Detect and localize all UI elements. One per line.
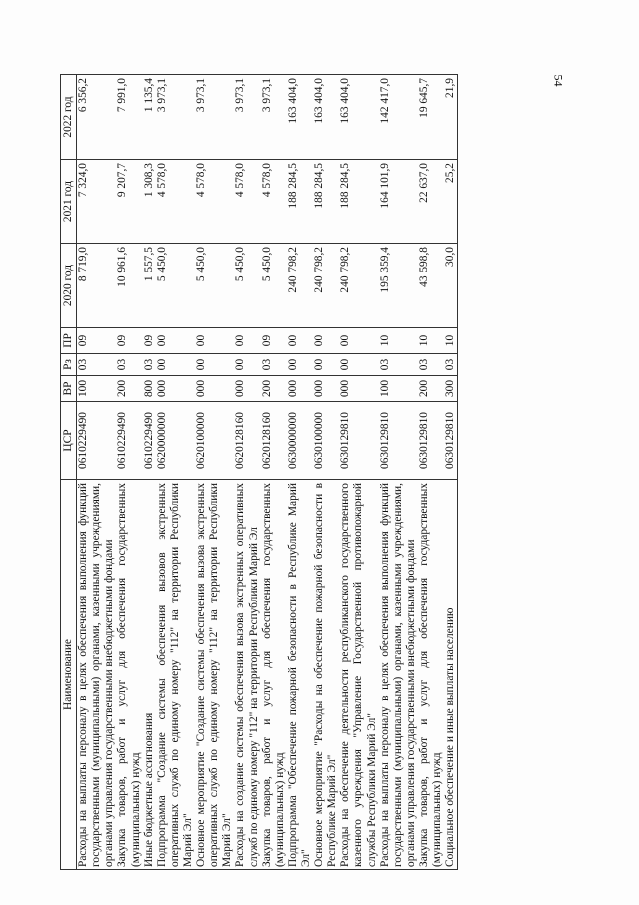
table-row <box>116 75 142 870</box>
header-rz: Рз <box>61 354 77 376</box>
row-2022 <box>143 75 195 160</box>
row-pr: 00 <box>234 328 260 354</box>
row-2021: 25,2 <box>444 160 458 244</box>
row-rz: 00 <box>339 354 378 376</box>
row-pr: 00 <box>339 328 378 354</box>
row-pr: 09 <box>116 328 142 354</box>
row-2022: 163 404,0 <box>339 75 378 160</box>
row-2021: 188 284,5 <box>339 160 378 244</box>
row-vr: 100 <box>379 376 418 402</box>
header-2020: 2020 год <box>61 244 77 328</box>
row-rz: 03 <box>116 354 142 376</box>
row-vr: 000 <box>195 376 234 402</box>
row-vr: 200 <box>261 376 287 402</box>
row-2020: 8 719,0 <box>77 244 117 328</box>
row-rz: 03 <box>379 354 418 376</box>
row-vr: 200 <box>418 376 444 402</box>
row-csr: 0630100000 <box>313 402 339 480</box>
row-pr: 10 <box>379 328 418 354</box>
row-pr: 10 <box>444 328 458 354</box>
row-2020-value: 5 450,0 <box>155 247 168 282</box>
row-2020: 240 798,2 <box>339 244 378 328</box>
row-name: Социальное обеспечение и иные выплаты населению <box>444 480 458 870</box>
header-name: Наименование <box>61 480 77 870</box>
row-vr: 000 <box>339 376 378 402</box>
page-number: 54 <box>551 74 566 87</box>
row-2022: 3 973,1 <box>195 75 234 160</box>
table-row <box>287 75 313 870</box>
table-row <box>313 75 339 870</box>
row-csr: 0630129810 <box>339 402 378 480</box>
row-pr: 00 <box>313 328 339 354</box>
row-pr: 09 <box>261 328 287 354</box>
row-rz-value: 03 <box>142 358 155 371</box>
row-2021: 188 284,5 <box>287 160 313 244</box>
row-2022: 19 645,7 <box>418 75 444 160</box>
row-2020: 240 798,2 <box>313 244 339 328</box>
row-2020: 30,0 <box>444 244 458 328</box>
row-2020: 43 598,8 <box>418 244 444 328</box>
row-2022: 163 404,0 <box>287 75 313 160</box>
row-name: Закупка товаров, работ и услуг для обеспечения государственных (муниципальных) нужд <box>261 480 287 870</box>
row-2022: 3 973,1 <box>261 75 287 160</box>
row-rz: 00 <box>195 354 234 376</box>
row-vr: 000 <box>287 376 313 402</box>
row-name <box>143 480 195 870</box>
row-rz-value: 00 <box>155 358 168 371</box>
row-2021-value: 4 578,0 <box>155 163 168 198</box>
table-row <box>234 75 260 870</box>
row-2020 <box>143 244 195 328</box>
row-rz: 00 <box>234 354 260 376</box>
row-2022: 163 404,0 <box>313 75 339 160</box>
row-pr: 09 <box>77 328 117 354</box>
row-csr <box>143 402 195 480</box>
row-pr: 00 <box>287 328 313 354</box>
row-2020: 240 798,2 <box>287 244 313 328</box>
row-csr-value: 0620000000 <box>155 412 168 469</box>
row-rz: 03 <box>261 354 287 376</box>
header-2022: 2022 год <box>61 75 77 160</box>
row-vr: 100 <box>77 376 117 402</box>
row-vr: 200 <box>116 376 142 402</box>
row-vr-value: 000 <box>155 379 168 398</box>
row-2022: 3 973,1 <box>234 75 260 160</box>
table-row <box>379 75 418 870</box>
row-name: Расходы на выплаты персоналу в целях обеспечения выполнения функций государственными (муниципальными) органами, казенными учреждениями, органами управления государственными внебюджетными фондами <box>77 480 117 870</box>
header-vr: ВР <box>61 376 77 402</box>
row-2022: 21,9 <box>444 75 458 160</box>
row-2022-value: 3 973,1 <box>155 78 168 113</box>
row-pr: 00 <box>195 328 234 354</box>
table-row <box>77 75 117 870</box>
row-vr: 000 <box>234 376 260 402</box>
row-pr-value: 00 <box>155 334 168 347</box>
row-name: Расходы на создание системы обеспечения вызова экстренных оперативных служб по единому номеру "112" на территории Республики Марий Эл <box>234 480 260 870</box>
row-2021: 7 324,0 <box>77 160 117 244</box>
row-rz: 00 <box>287 354 313 376</box>
row-2022: 142 417,0 <box>379 75 418 160</box>
row-csr-value: 0610229490 <box>142 412 155 469</box>
table-row <box>261 75 287 870</box>
table-header-row <box>61 75 77 870</box>
rotated-page-content <box>60 75 620 870</box>
row-csr: 0630000000 <box>287 402 313 480</box>
row-csr: 0630129810 <box>418 402 444 480</box>
row-csr: 0620128160 <box>261 402 287 480</box>
row-rz: 03 <box>77 354 117 376</box>
table-row <box>339 75 378 870</box>
header-2021: 2021 год <box>61 160 77 244</box>
row-csr: 0610229490 <box>77 402 117 480</box>
header-pr: ПР <box>61 328 77 354</box>
row-rz: 03 <box>444 354 458 376</box>
row-csr: 0630129810 <box>379 402 418 480</box>
row-2020: 5 450,0 <box>261 244 287 328</box>
budget-table <box>60 74 458 870</box>
row-name: Основное мероприятие "Создание системы обеспечения вызова экстренных оперативных служб по единому номеру "112" на территории Республики Марий Эл" <box>195 480 234 870</box>
row-name: Расходы на выплаты персоналу в целях обеспечения выполнения функций государственными (муниципальными) органами, казенными учреждениями, органами управления государственными внебюджетными фондами <box>379 480 418 870</box>
row-2020-value: 1 557,5 <box>142 247 155 282</box>
row-2022: 6 356,2 <box>77 75 117 160</box>
table-row <box>444 75 458 870</box>
row-2020: 10 961,6 <box>116 244 142 328</box>
row-name-part: Иные бюджетные ассигнования <box>142 712 155 867</box>
row-2020: 5 450,0 <box>234 244 260 328</box>
row-name: Расходы на обеспечение деятельности республиканского государственного казенного учреждения "Управление Государственной противопожарной службы Республики Марий Эл" <box>339 480 378 870</box>
row-vr: 300 <box>444 376 458 402</box>
row-name: Подпрограмма "Обеспечение пожарной безопасности в Республике Марий Эл" <box>287 480 313 870</box>
row-rz: 03 <box>418 354 444 376</box>
row-name: Основное мероприятие "Расходы на обеспечение пожарной безопасности в Республике Марий Эл" <box>313 480 339 870</box>
row-name-part: Подпрограмма "Создание системы обеспечения вызовов экстренных оперативных служб по единому номеру "112" на территории Республики Марий Эл" <box>155 483 194 867</box>
row-pr-value: 09 <box>142 334 155 347</box>
row-csr: 0620100000 <box>195 402 234 480</box>
row-2021: 22 637,0 <box>418 160 444 244</box>
row-csr: 0610229490 <box>116 402 142 480</box>
table-row <box>195 75 234 870</box>
row-csr: 0630129810 <box>444 402 458 480</box>
row-name: Закупка товаров, работ и услуг для обеспечения государственных (муниципальных) нужд <box>116 480 142 870</box>
row-2021: 4 578,0 <box>261 160 287 244</box>
row-2021: 4 578,0 <box>234 160 260 244</box>
row-pr <box>143 328 195 354</box>
row-name: Закупка товаров, работ и услуг для обеспечения государственных (муниципальных) нужд <box>418 480 444 870</box>
table-row <box>418 75 444 870</box>
row-vr: 000 <box>313 376 339 402</box>
row-2022: 7 991,0 <box>116 75 142 160</box>
row-vr <box>143 376 195 402</box>
table-row <box>143 75 195 870</box>
row-csr: 0620128160 <box>234 402 260 480</box>
row-2021: 164 101,9 <box>379 160 418 244</box>
row-2021 <box>143 160 195 244</box>
row-rz: 00 <box>313 354 339 376</box>
row-2022-value: 1 135,4 <box>142 78 155 113</box>
row-pr: 10 <box>418 328 444 354</box>
header-csr: ЦСР <box>61 402 77 480</box>
row-vr-value: 800 <box>142 379 155 398</box>
row-2021: 188 284,5 <box>313 160 339 244</box>
row-2020: 5 450,0 <box>195 244 234 328</box>
row-2020: 195 359,4 <box>379 244 418 328</box>
row-2021: 4 578,0 <box>195 160 234 244</box>
row-2021: 9 207,7 <box>116 160 142 244</box>
row-rz <box>143 354 195 376</box>
row-2021-value: 1 308,3 <box>142 163 155 198</box>
